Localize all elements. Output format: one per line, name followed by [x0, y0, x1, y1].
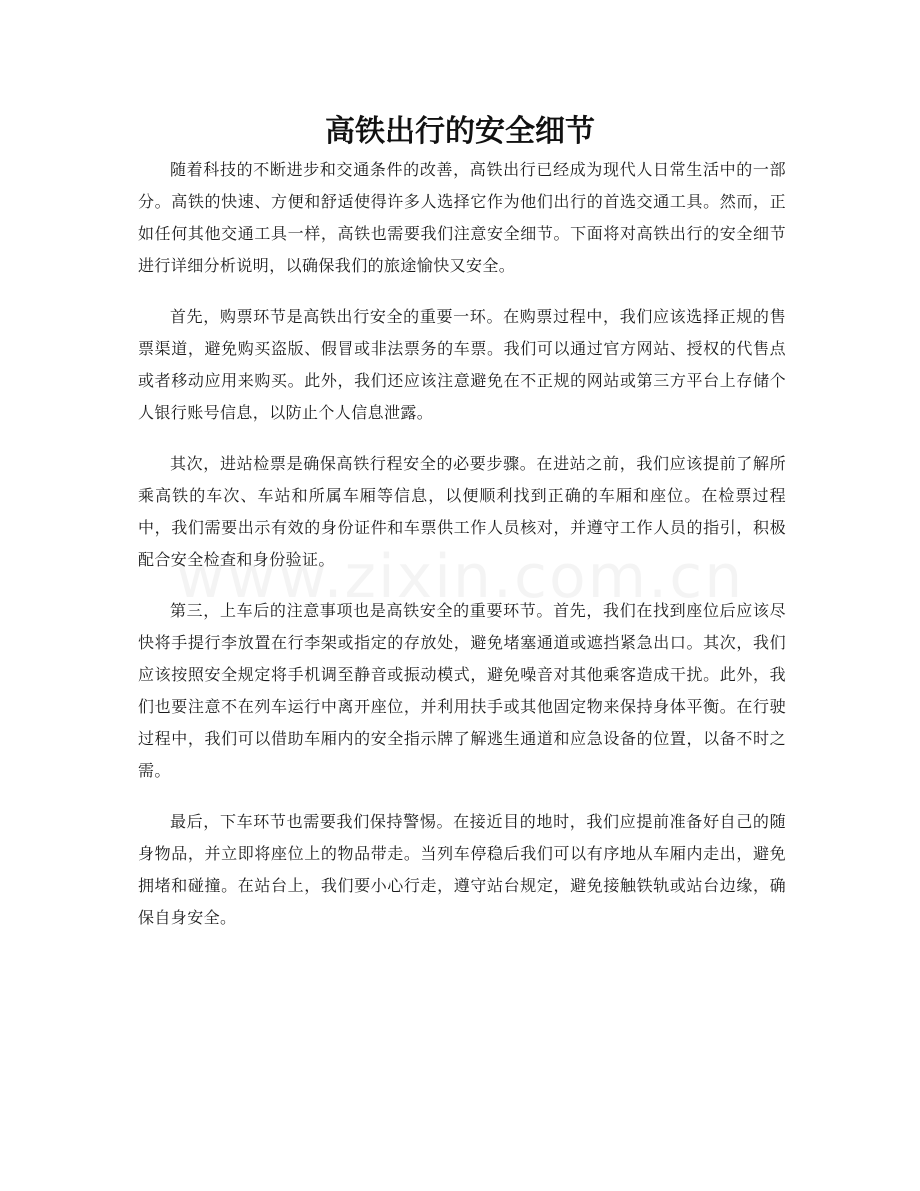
paragraph-station-entry: 其次，进站检票是确保高铁行程安全的必要步骤。在进站之前，我们应该提前了解所乘高铁的车次、车站和所属车厢等信息，以便顺利找到正确的车厢和座位。在检票过程中，我们需要出示有效的身份证件和车票供工作人员核对，并遵守工作人员的指引，积极配合安全检查和身份验证。	[138, 454, 786, 569]
paragraph-ticket-purchase: 首先，购票环节是高铁出行安全的重要一环。在购票过程中，我们应该选择正规的售票渠道，避免购买盗版、假冒或非法票务的车票。我们可以通过官方网站、授权的代售点或者移动应用来购买。此外，我们还应该注意避免在不正规的网站或第三方平台上存储个人银行账号信息，以防止个人信息泄露。	[138, 307, 786, 422]
paragraph-onboard: 第三，上车后的注意事项也是高铁安全的重要环节。首先，我们在找到座位后应该尽快将手提行李放置在行李架或指定的存放处，避免堵塞通道或遮挡紧急出口。其次，我们应该按照安全规定将手机调至静音或振动模式，避免噪音对其他乘客造成干扰。此外，我们也要注意不在列车运行中离开座位，并利用扶手或其他固定物来保持身体平衡。在行驶过程中，我们可以借助车厢内的安全指示牌了解逃生通道和应急设备的位置，以备不时之需。	[138, 601, 786, 780]
paragraph-intro: 随着科技的不断进步和交通条件的改善，高铁出行已经成为现代人日常生活中的一部分。高铁的快速、方便和舒适使得许多人选择它作为他们出行的首选交通工具。然而，正如任何其他交通工具一样，高铁也需要我们注意安全细节。下面将对高铁出行的安全细节进行详细分析说明，以确保我们的旅途愉快又安全。	[138, 160, 786, 275]
document-body	[138, 154, 786, 953]
page-title: 高铁出行的安全细节	[325, 114, 595, 149]
paragraph-alighting: 最后，下车环节也需要我们保持警惕。在接近目的地时，我们应提前准备好自己的随身物品，并立即将座位上的物品带走。当列车停稳后我们可以有序地从车厢内走出，避免拥堵和碰撞。在站台上，我们要小心行走，遵守站台规定，避免接触铁轨或站台边缘，确保自身安全。	[138, 812, 786, 927]
